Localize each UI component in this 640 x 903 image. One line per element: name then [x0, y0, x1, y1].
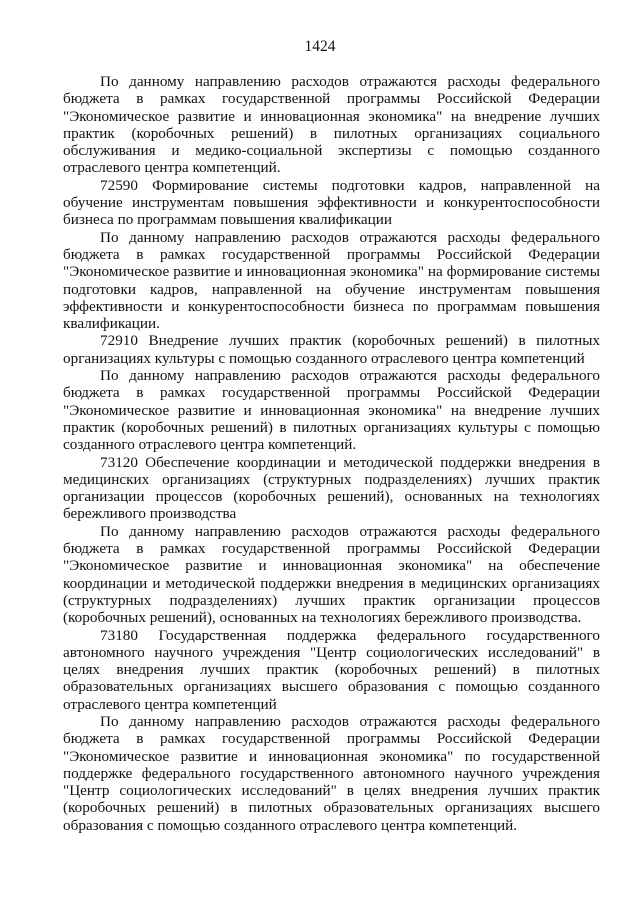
paragraph-heading-73120: 73120 Обеспечение координации и методической поддержки внедрения в медицинских организациях (структурных подразделениях) лучших практик организации процессов (коробочных решений), основанных на технологиях бережливого производства [63, 453, 600, 523]
paragraph-heading-73180: 73180 Государственная поддержка федерального государственного автономного научного учреждения "Центр социологических исследований" в целях внедрения лучших практик (коробочных решений) в пилотных образовательных организациях высшего образования с помощью созданного отраслевого центра компетенций [63, 626, 600, 713]
paragraph-description-72590: По данному направлению расходов отражаются расходы федерального бюджета в рамках государственной программы Российской Федерации "Экономическое развитие и инновационная экономика" на формирование системы подготовки кадров, направленной на обучение инструментам повышения эффективности и конкурентоспособности бизнеса по программам повышения квалификации. [63, 228, 600, 333]
paragraph-heading-72910: 72910 Внедрение лучших практик (коробочных решений) в пилотных организациях культуры с помощью созданного отраслевого центра компетенций [63, 332, 600, 367]
paragraph-description-73180: По данному направлению расходов отражаются расходы федерального бюджета в рамках государственной программы Российской Федерации "Экономическое развитие и инновационная экономика" по государственной поддержке федерального государственного автономного научного учреждения "Центр социологических исследований" в целях внедрения лучших практик (коробочных решений) в пилотных образовательных организациях высшего образования с помощью созданного отраслевого центра компетенций. [63, 712, 600, 834]
paragraph-description-social-services: По данному направлению расходов отражаются расходы федерального бюджета в рамках государственной программы Российской Федерации "Экономическое развитие и инновационная экономика" на внедрение лучших практик (коробочных решений) в пилотных организациях социального обслуживания и медико-социальной экспертизы с помощью созданного отраслевого центра компетенций. [63, 73, 600, 177]
paragraph-description-73120: По данному направлению расходов отражаются расходы федерального бюджета в рамках государственной программы Российской Федерации "Экономическое развитие и инновационная экономика" на обеспечение координации и методической поддержки внедрения в медицинских организациях (структурных подразделениях) лучших практик организации процессов (коробочных решений), основанных на технологиях бережливого производства. [63, 522, 600, 627]
paragraph-description-72910: По данному направлению расходов отражаются расходы федерального бюджета в рамках государственной программы Российской Федерации "Экономическое развитие и инновационная экономика" на внедрение лучших практик (коробочных решений) в пилотных организациях культуры с помощью созданного отраслевого центра компетенций. [63, 367, 600, 454]
page-number: 1424 [304, 38, 336, 55]
paragraph-heading-72590: 72590 Формирование системы подготовки кадров, направленной на обучение инструментам повышения эффективности и конкурентоспособности бизнеса по программам повышения квалификации [63, 176, 600, 229]
document-body [63, 73, 600, 834]
